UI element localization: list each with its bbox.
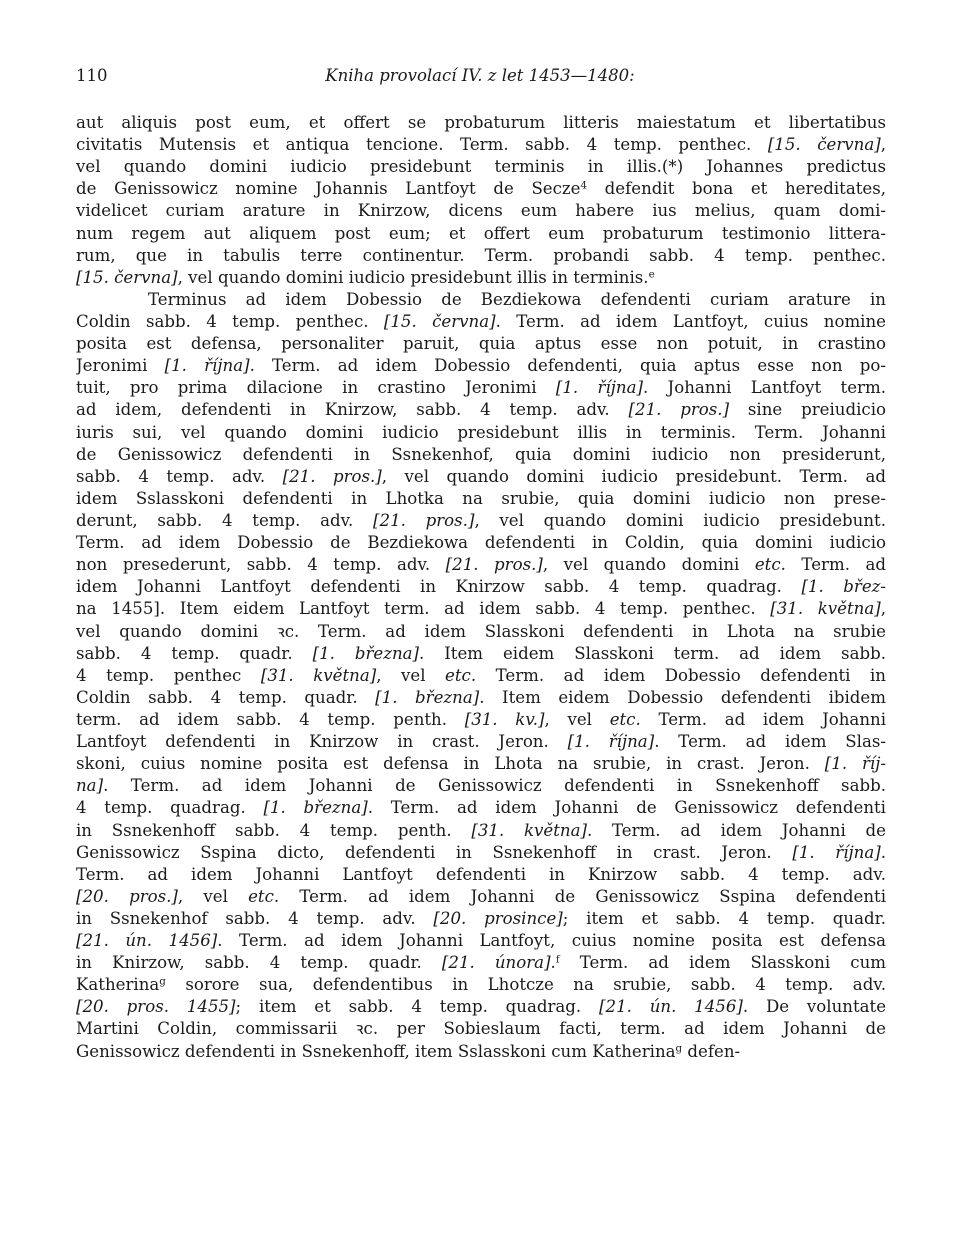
text-line: in Ssnekenhoff sabb. 4 temp. penth. [31. května]. Term. ad idem Johanni de <box>76 820 886 840</box>
text-line: na]. Term. ad idem Johanni de Genissowicz defendenti in Ssnekenhoff sabb. <box>76 776 886 796</box>
text-line: videlicet curiam arature in Knirzow, dicens eum habere ius melius, quam domi- <box>76 201 886 221</box>
text-line: Lantfoyt defendenti in Knirzow in crast. Jeron. [1. října]. Term. ad idem Slas- <box>76 732 886 752</box>
page-body <box>76 112 886 1063</box>
text-line: iuris sui, vel quando domini iudicio presidebunt illis in terminis. Term. Johanni <box>76 422 886 442</box>
text-line: vel quando domini iudicio presidebunt terminis in illis.(*) Johannes predictus <box>76 157 886 177</box>
text-line: skoni, cuius nomine posita est defensa in Lhota na srubie, in crast. Jeron. [1. říj- <box>76 754 886 774</box>
text-line: in Ssnekenhof sabb. 4 temp. adv. [20. prosince]; item et sabb. 4 temp. quadr. <box>76 908 886 928</box>
text-line: [21. ún. 1456]. Term. ad idem Johanni Lantfoyt, cuius nomine posita est defensa <box>76 931 886 951</box>
text-line: vel quando domini ꝛc. Term. ad idem Slasskoni defendenti in Lhota na srubie <box>76 621 886 641</box>
text-line: Genissowicz defendenti in Ssnekenhoff, item Sslasskoni cum Katherina$^g$ defen- <box>76 1041 741 1061</box>
text-line: de Genissowicz nomine Johannis Lantfoyt de Secze$^4$ defendit bona et hereditates, <box>76 179 886 199</box>
text-line: sabb. 4 temp. adv. [21. pros.], vel quando domini iudicio presidebunt. Term. ad <box>76 466 886 486</box>
text-line: aut aliquis post eum, et offert se probaturum litteris maiestatum et libertatibus <box>76 113 886 132</box>
text-line: 4 temp. quadrag. [1. března]. Term. ad idem Johanni de Genissowicz defendenti <box>76 798 886 818</box>
text-line: Coldin sabb. 4 temp. penthec. [15. června]. Term. ad idem Lantfoyt, cuius nomine <box>76 311 886 331</box>
text-line: [15. června], vel quando domini iudicio presidebunt illis in terminis.$^e$ <box>76 267 655 287</box>
text-line: Term. ad idem Dobessio de Bezdiekowa defendenti in Coldin, quia domini iudicio <box>76 533 886 553</box>
text-line: in Knirzow, sabb. 4 temp. quadr. [21. února].$^f$ Term. ad idem Slasskoni cum <box>76 953 886 973</box>
text-line: posita est defensa, personaliter paruit, quia aptus esse non potuit, in crastino <box>76 334 886 354</box>
text-line: de Genissowicz defendenti in Ssnekenhof, quia domini iudicio non presiderunt, <box>76 444 886 464</box>
text-line: [20. pros.], vel etc. Term. ad idem Johanni de Genissowicz Sspina defendenti <box>76 886 886 906</box>
text-line: derunt, sabb. 4 temp. adv. [21. pros.], vel quando domini iudicio presidebunt. <box>76 510 886 530</box>
page-number: 110 <box>76 66 108 85</box>
text-line: idem Johanni Lantfoyt defendenti in Knirzow sabb. 4 temp. quadrag. [1. břez- <box>76 577 886 597</box>
page-header <box>76 66 884 90</box>
text-line: tuit, pro prima dilacione in crastino Jeronimi [1. října]. Johanni Lantfoyt term. <box>76 378 886 398</box>
text-line: na 1455]. Item eidem Lantfoyt term. ad idem sabb. 4 temp. penthec. [31. května], <box>76 599 886 619</box>
text-line: rum, que in tabulis terre continentur. Term. probandi sabb. 4 temp. penthec. <box>76 245 886 265</box>
text-line: idem Sslasskoni defendenti in Lhotka na srubie, quia domini iudicio non prese- <box>76 488 886 508</box>
text-line: Terminus ad idem Dobessio de Bezdiekowa defendenti curiam arature in <box>148 289 886 309</box>
text-line: sabb. 4 temp. quadr. [1. března]. Item eidem Slasskoni term. ad idem sabb. <box>76 643 886 663</box>
text-line: ad idem, defendenti in Knirzow, sabb. 4 temp. adv. [21. pros.] sine preiudicio <box>76 400 886 420</box>
paragraph <box>76 289 886 1063</box>
text-line: non presederunt, sabb. 4 temp. adv. [21. pros.], vel quando domini etc. Term. ad <box>76 555 886 575</box>
text-line: civitatis Mutensis et antiqua tencione. Term. sabb. 4 temp. penthec. [15. června], <box>76 135 886 155</box>
text-line: Martini Coldin, commissarii ꝛc. per Sobieslaum facti, term. ad idem Johanni de <box>76 1019 886 1039</box>
text-line: Katherina$^g$ sorore sua, defendentibus in Lhotcze na srubie, sabb. 4 temp. adv. <box>76 975 886 995</box>
text-line: term. ad idem sabb. 4 temp. penth. [31. kv.], vel etc. Term. ad idem Johanni <box>76 709 886 729</box>
text-line: Jeronimi [1. října]. Term. ad idem Dobessio defendenti, quia aptus esse non po- <box>76 356 886 376</box>
text-line: Term. ad idem Johanni Lantfoyt defendenti in Knirzow sabb. 4 temp. adv. <box>76 864 886 884</box>
text-line: num regem aut aliquem post eum; et offert eum probaturum testimonio littera- <box>76 223 886 243</box>
text-line: Coldin sabb. 4 temp. quadr. [1. března]. Item eidem Dobessio defendenti ibidem <box>76 687 886 707</box>
text-line: Genissowicz Sspina dicto, defendenti in Ssnekenhoff in crast. Jeron. [1. října]. <box>76 842 886 862</box>
paragraph <box>76 112 886 289</box>
text-line: [20. pros. 1455]; item et sabb. 4 temp. quadrag. [21. ún. 1456]. De voluntate <box>76 997 886 1017</box>
running-title: Kniha provolací IV. z let 1453—1480: <box>325 66 635 85</box>
text-line: 4 temp. penthec [31. května], vel etc. Term. ad idem Dobessio defendenti in <box>76 665 886 685</box>
